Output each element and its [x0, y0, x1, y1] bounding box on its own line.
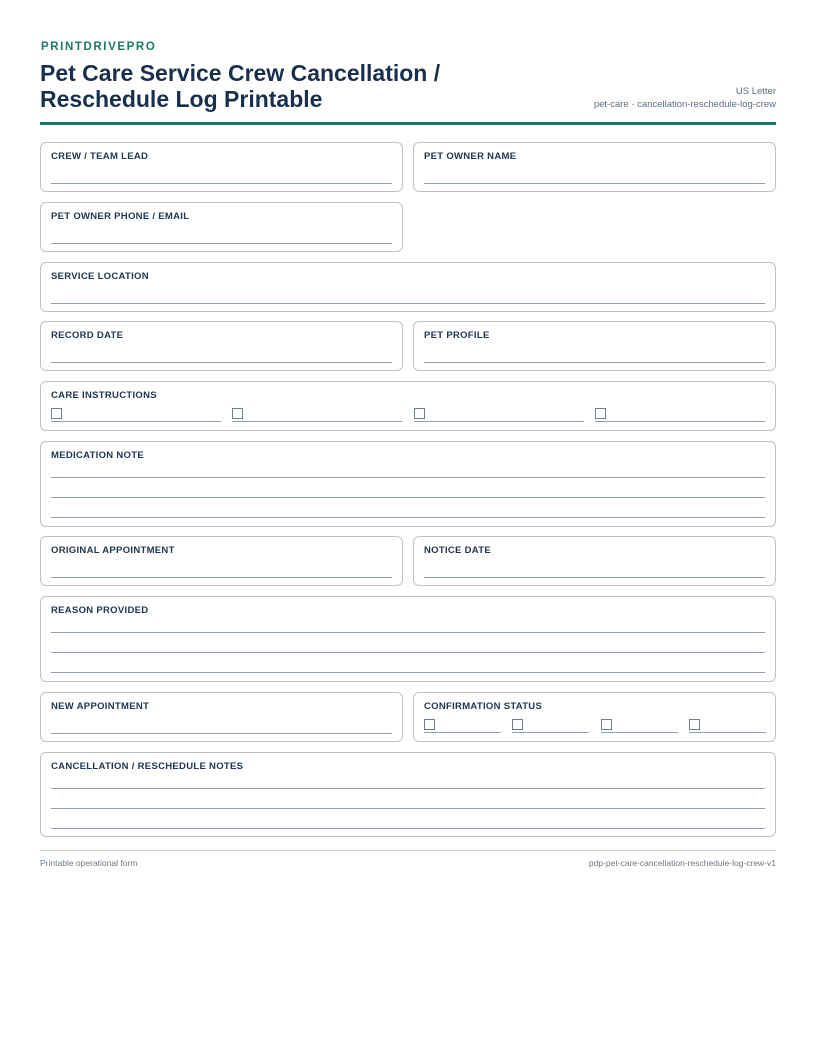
- notice-date-label: NOTICE DATE: [424, 545, 491, 556]
- service-location-field: [40, 262, 776, 312]
- checkbox[interactable]: [601, 719, 612, 730]
- original-appointment-label: ORIGINAL APPOINTMENT: [51, 545, 175, 556]
- care-instructions-option[interactable]: [595, 408, 765, 422]
- cancellation-notes-label: CANCELLATION / RESCHEDULE NOTES: [51, 761, 244, 772]
- new-appointment-input-line[interactable]: [51, 733, 392, 734]
- service-location-label: SERVICE LOCATION: [51, 271, 149, 282]
- record-date-field: [40, 321, 403, 371]
- notice-date-input-line[interactable]: [424, 577, 765, 578]
- service-location-input-line[interactable]: [51, 303, 765, 304]
- pet-profile-input-line[interactable]: [424, 362, 765, 363]
- checkbox[interactable]: [232, 408, 243, 419]
- crew-team-lead-input-line[interactable]: [51, 183, 392, 184]
- cancellation-notes-line[interactable]: [51, 828, 765, 829]
- option-line[interactable]: [51, 421, 221, 422]
- option-line[interactable]: [601, 732, 678, 733]
- original-appointment-field: [40, 536, 403, 586]
- care-instructions-option[interactable]: [232, 408, 402, 422]
- checkbox[interactable]: [512, 719, 523, 730]
- medication-note-field: [40, 441, 776, 527]
- footer-description: Printable operational form: [40, 858, 138, 868]
- checkbox[interactable]: [689, 719, 700, 730]
- pet-owner-name-input-line[interactable]: [424, 183, 765, 184]
- page-title: Pet Care Service Crew Cancellation / Reschedule Log Printable: [40, 60, 441, 112]
- confirmation-status-option[interactable]: [424, 719, 501, 733]
- crew-team-lead-label: CREW / TEAM LEAD: [51, 151, 149, 162]
- record-date-input-line[interactable]: [51, 362, 392, 363]
- original-appointment-input-line[interactable]: [51, 577, 392, 578]
- record-date-label: RECORD DATE: [51, 330, 124, 341]
- option-line[interactable]: [414, 421, 584, 422]
- paper-size: US Letter: [735, 86, 776, 97]
- cancellation-notes-line[interactable]: [51, 808, 765, 809]
- pet-owner-name-label: PET OWNER NAME: [424, 151, 517, 162]
- confirmation-status-option[interactable]: [601, 719, 678, 733]
- footer-rule: [40, 850, 776, 851]
- pet-profile-field: [413, 321, 776, 371]
- confirmation-status-field: [413, 692, 776, 742]
- form-slug: pet-care · cancellation-reschedule-log-crew: [593, 99, 776, 110]
- footer-form-id: pdp-pet-care-cancellation-reschedule-log-crew-v1: [588, 858, 776, 868]
- cancellation-notes-line[interactable]: [51, 788, 765, 789]
- cancellation-notes-field: [40, 752, 776, 837]
- header-meta: [594, 85, 776, 111]
- header-rule: [40, 122, 776, 125]
- care-instructions-field: [40, 381, 776, 431]
- medication-note-line[interactable]: [51, 517, 765, 518]
- reason-provided-line[interactable]: [51, 652, 765, 653]
- reason-provided-line[interactable]: [51, 672, 765, 673]
- medication-note-label: MEDICATION NOTE: [51, 450, 144, 461]
- reason-provided-label: REASON PROVIDED: [51, 605, 149, 616]
- reason-provided-field: [40, 596, 776, 682]
- medication-note-line[interactable]: [51, 477, 765, 478]
- checkbox[interactable]: [414, 408, 425, 419]
- brand-name: PRINTDRIVEPRO: [41, 41, 157, 53]
- option-line[interactable]: [512, 732, 589, 733]
- option-line[interactable]: [689, 732, 766, 733]
- pet-owner-contact-input-line[interactable]: [51, 243, 392, 244]
- checkbox[interactable]: [595, 408, 606, 419]
- crew-team-lead-field: [40, 142, 403, 192]
- pet-profile-label: PET PROFILE: [424, 330, 490, 341]
- care-instructions-option[interactable]: [51, 408, 221, 422]
- confirmation-status-option[interactable]: [512, 719, 589, 733]
- option-line[interactable]: [595, 421, 765, 422]
- confirmation-status-option[interactable]: [689, 719, 766, 733]
- care-instructions-option[interactable]: [414, 408, 584, 422]
- checkbox[interactable]: [424, 719, 435, 730]
- option-line[interactable]: [232, 421, 402, 422]
- option-line[interactable]: [424, 732, 501, 733]
- pet-owner-contact-label: PET OWNER PHONE / EMAIL: [51, 211, 190, 222]
- new-appointment-label: NEW APPOINTMENT: [51, 701, 150, 712]
- checkbox[interactable]: [51, 408, 62, 419]
- care-instructions-label: CARE INSTRUCTIONS: [51, 390, 157, 401]
- pet-owner-contact-field: [40, 202, 403, 252]
- medication-note-line[interactable]: [51, 497, 765, 498]
- reason-provided-line[interactable]: [51, 632, 765, 633]
- new-appointment-field: [40, 692, 403, 742]
- notice-date-field: [413, 536, 776, 586]
- pet-owner-name-field: [413, 142, 776, 192]
- confirmation-status-label: CONFIRMATION STATUS: [424, 701, 543, 712]
